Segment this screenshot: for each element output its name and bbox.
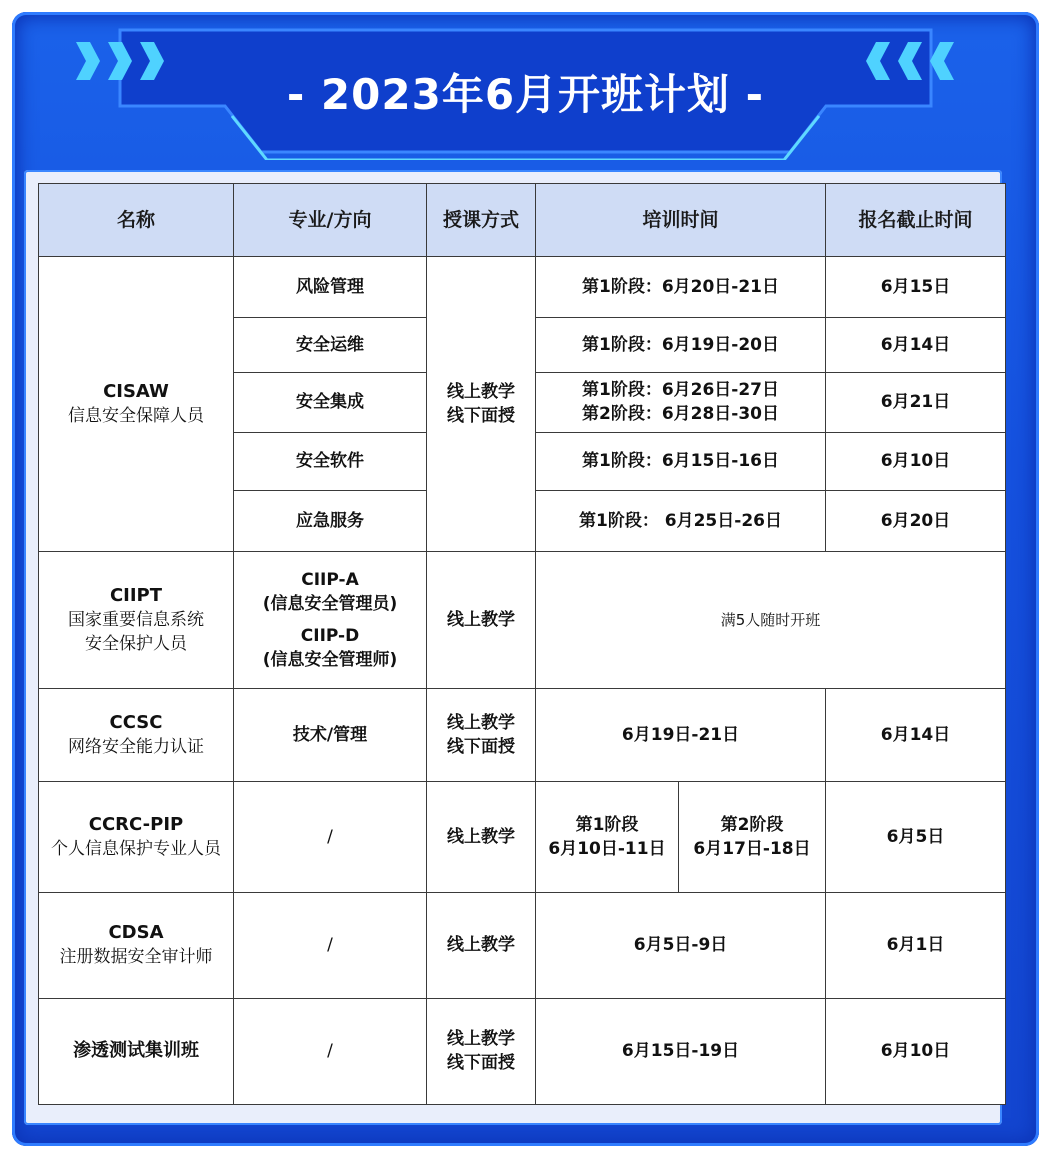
cdsa-major: /	[234, 893, 427, 998]
pentest-mode-offline: 线下面授	[447, 1053, 515, 1074]
ccrc-major: /	[234, 781, 427, 892]
cisaw-deadline: 6月15日	[826, 257, 1006, 318]
header-mode: 授课方式	[427, 184, 536, 257]
cisaw-desc: 信息安全保障人员	[68, 406, 204, 427]
header-deadline: 报名截止时间	[826, 184, 1006, 257]
pentest-mode-cell	[427, 998, 536, 1104]
cisaw-major: 安全软件	[234, 432, 427, 490]
ccrc-stage2-cell	[679, 781, 826, 892]
cdsa-mode: 线上教学	[427, 893, 536, 998]
ccsc-time: 6月19日-21日	[536, 688, 826, 781]
cisaw-time-cell	[536, 372, 826, 432]
ccsc-deadline: 6月14日	[826, 688, 1006, 781]
cisaw-time: 第1阶段：6月15日-16日	[536, 432, 826, 490]
ccsc-mode-online: 线上教学	[447, 712, 515, 733]
ciipt-major-a-sub: (信息安全管理员)	[262, 593, 398, 614]
ciipt-desc: 安全保护人员	[85, 633, 187, 654]
ciipt-name-cell	[39, 552, 234, 688]
ccrc-stage1-label: 第1阶段	[575, 815, 639, 836]
table-row	[39, 688, 1006, 781]
ciipt-time: 满5人随时开班	[536, 552, 1006, 688]
ccrc-code: CCRC-PIP	[88, 814, 184, 836]
cisaw-deadline: 6月10日	[826, 432, 1006, 490]
pentest-mode-online: 线上教学	[447, 1029, 515, 1050]
cisaw-major: 安全集成	[234, 372, 427, 432]
cisaw-mode-offline: 线下面授	[447, 406, 515, 427]
ciipt-mode: 线上教学	[427, 552, 536, 688]
table-row	[39, 998, 1006, 1104]
cdsa-deadline: 6月1日	[826, 893, 1006, 998]
ccsc-name-cell	[39, 688, 234, 781]
ccsc-mode-offline: 线下面授	[447, 736, 515, 757]
ciipt-major-a: CIIP-A	[301, 569, 359, 590]
cisaw-code: CISAW	[103, 381, 169, 403]
cisaw-time: 第1阶段：6月19日-20日	[536, 318, 826, 372]
schedule-table	[38, 183, 1006, 1105]
table-row	[39, 781, 1006, 892]
cdsa-name-cell	[39, 893, 234, 998]
ciipt-major-cell	[234, 552, 427, 688]
ccrc-stage1-time: 6月10日-11日	[548, 839, 666, 860]
cdsa-time: 6月5日-9日	[536, 893, 826, 998]
ccsc-major: 技术/管理	[234, 688, 427, 781]
cisaw-time: 第2阶段：6月28日-30日	[581, 404, 780, 425]
pentest-deadline: 6月10日	[826, 998, 1006, 1104]
cisaw-time: 第1阶段： 6月25日-26日	[536, 490, 826, 551]
ciipt-desc: 国家重要信息系统	[68, 609, 204, 630]
ccrc-stage2-time: 6月17日-18日	[693, 839, 811, 860]
header-name: 名称	[39, 184, 234, 257]
cdsa-desc: 注册数据安全审计师	[59, 947, 213, 968]
ciipt-code: CIIPT	[109, 584, 163, 606]
table-row	[39, 257, 1006, 318]
ccrc-stage1-cell	[536, 781, 679, 892]
cisaw-deadline: 6月20日	[826, 490, 1006, 551]
ccrc-mode: 线上教学	[427, 781, 536, 892]
cisaw-deadline: 6月21日	[826, 372, 1006, 432]
cisaw-major: 安全运维	[234, 318, 427, 372]
ccsc-code: CCSC	[109, 711, 163, 733]
ccsc-desc: 网络安全能力认证	[68, 736, 204, 757]
pentest-name: 渗透测试集训班	[39, 998, 234, 1104]
ccsc-mode-cell	[427, 688, 536, 781]
table-row	[39, 552, 1006, 688]
pentest-major: /	[234, 998, 427, 1104]
cisaw-major: 风险管理	[234, 257, 427, 318]
ccrc-stage2-label: 第2阶段	[720, 815, 784, 836]
header-major: 专业/方向	[234, 184, 427, 257]
cisaw-name-cell	[39, 257, 234, 552]
ccrc-name-cell	[39, 781, 234, 892]
ciipt-major-d: CIIP-D	[300, 625, 360, 646]
cisaw-deadline: 6月14日	[826, 318, 1006, 372]
cisaw-time: 第1阶段：6月20日-21日	[536, 257, 826, 318]
pentest-time: 6月15日-19日	[536, 998, 826, 1104]
ccrc-desc: 个人信息保护专业人员	[51, 839, 221, 860]
cisaw-mode-cell	[427, 257, 536, 552]
cisaw-time: 第1阶段：6月26日-27日	[581, 380, 780, 401]
cisaw-mode-online: 线上教学	[447, 382, 515, 403]
ccrc-deadline: 6月5日	[826, 781, 1006, 892]
cisaw-major: 应急服务	[234, 490, 427, 551]
cdsa-code: CDSA	[108, 922, 164, 944]
ciipt-major-d-sub: (信息安全管理师)	[262, 649, 398, 670]
header-time: 培训时间	[536, 184, 826, 257]
table-row	[39, 893, 1006, 998]
table-header-row	[39, 184, 1006, 257]
page-title: - 2023年6月开班计划 -	[286, 70, 765, 119]
